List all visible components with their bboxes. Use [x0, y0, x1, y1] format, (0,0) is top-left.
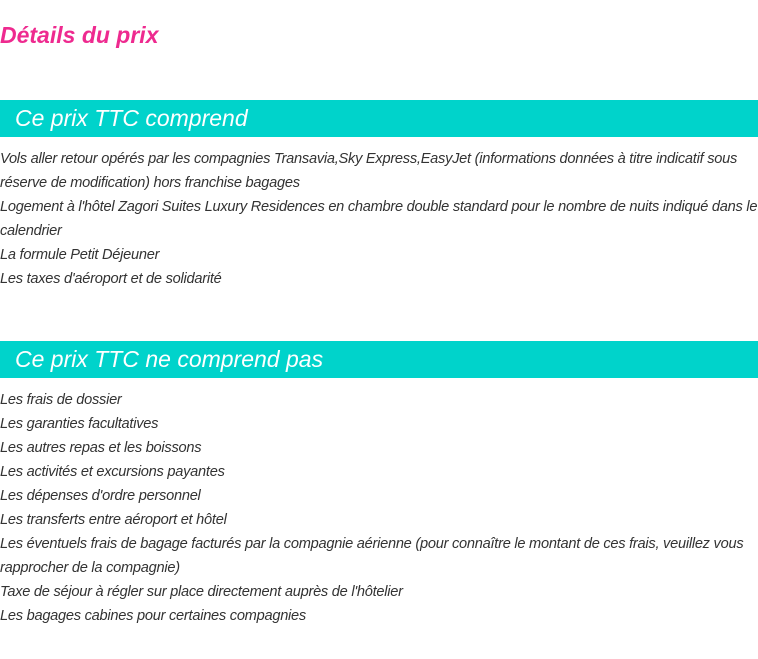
list-item: La formule Petit Déjeuner — [0, 247, 160, 263]
list-item: Les autres repas et les boissons — [0, 440, 202, 456]
excluded-list — [0, 388, 758, 628]
page-title: Détails du prix — [0, 22, 159, 48]
list-item: Les frais de dossier — [0, 392, 122, 408]
list-item: Les garanties facultatives — [0, 416, 159, 432]
list-item: Les éventuels frais de bagage facturés par la compagnie aérienne (pour connaître le montant de ces frais, veuillez vous rapprocher de la compagnie) — [0, 536, 744, 576]
list-item: Les dépenses d'ordre personnel — [0, 488, 201, 504]
list-item: Logement à l'hôtel Zagori Suites Luxury Residences en chambre double standard pour le nombre de nuits indiqué dans le calendrier — [0, 199, 758, 239]
excluded-section-header: Ce prix TTC ne comprend pas — [0, 341, 758, 378]
list-item: Taxe de séjour à régler sur place directement auprès de l'hôtelier — [0, 584, 403, 600]
included-section-header: Ce prix TTC comprend — [0, 100, 758, 137]
list-item: Les taxes d'aéroport et de solidarité — [0, 271, 222, 287]
list-item: Vols aller retour opérés par les compagnies Transavia,Sky Express,EasyJet (informations données à titre indicatif sous réserve de modification) hors franchise bagages — [0, 151, 738, 191]
list-item: Les transferts entre aéroport et hôtel — [0, 512, 227, 528]
list-item: Les bagages cabines pour certaines compagnies — [0, 608, 306, 624]
list-item: Les activités et excursions payantes — [0, 464, 225, 480]
included-list — [0, 147, 758, 291]
